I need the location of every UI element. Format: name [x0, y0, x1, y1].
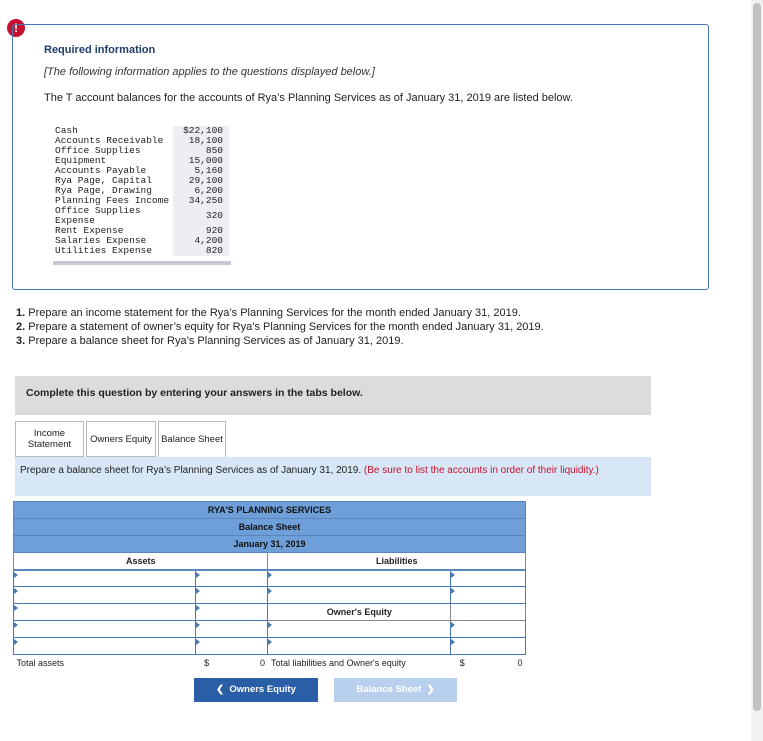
- account-name: Office Supplies: [53, 146, 173, 156]
- account-value: 18,100: [173, 136, 229, 146]
- question-item: 3. Prepare a balance sheet for Rya’s Planning Services as of January 31, 2019.: [16, 335, 404, 347]
- asset-amount-input[interactable]: [195, 621, 268, 638]
- liability-amount-input[interactable]: [451, 570, 526, 587]
- asset-amount-input[interactable]: [195, 638, 268, 655]
- account-value: 34,250: [173, 196, 229, 206]
- account-name: Accounts Receivable: [53, 136, 173, 146]
- account-name: Rent Expense: [53, 226, 173, 236]
- liability-account-input[interactable]: [268, 587, 451, 604]
- total-assets-value: 0: [259, 658, 265, 668]
- account-value: $22,100: [173, 126, 229, 136]
- required-subtitle: [The following information applies to the questions displayed below.]: [44, 66, 375, 78]
- asset-account-input[interactable]: [14, 587, 196, 604]
- account-value: 15,000: [173, 156, 229, 166]
- owners-equity-header: Owner's Equity: [268, 604, 451, 621]
- tab-balance-sheet[interactable]: Balance Sheet: [158, 421, 226, 457]
- prev-tab-button[interactable]: [194, 678, 318, 702]
- total-assets-currency: $: [204, 658, 210, 668]
- required-info-box: [12, 24, 709, 290]
- question-list: [16, 306, 544, 348]
- account-value: 4,200: [173, 236, 229, 246]
- liabilities-header: Liabilities: [268, 553, 526, 570]
- statement-date: January 31, 2019: [14, 536, 526, 553]
- assets-header: Assets: [14, 553, 268, 570]
- account-value: 5,160: [173, 166, 229, 176]
- vertical-scrollbar[interactable]: [751, 0, 763, 741]
- total-liabilities-equity-label: Total liabilities and Owner's equity: [268, 655, 451, 672]
- asset-account-input[interactable]: [14, 621, 196, 638]
- equity-account-input[interactable]: [268, 638, 451, 655]
- account-value: 29,100: [173, 176, 229, 186]
- instruction-text: Prepare a balance sheet for Rya’s Planning Services as of January 31, 2019. (Be sure to list the accounts in order of their liquidity.): [15, 457, 651, 496]
- next-tab-button[interactable]: [334, 678, 457, 702]
- question-item: 1. Prepare an income statement for the Rya’s Planning Services for the month ended January 31, 2019.: [16, 307, 521, 319]
- required-body: The T account balances for the accounts of Rya’s Planning Services as of January 31, 2019 are listed below.: [44, 92, 573, 104]
- account-name: Rya Page, Capital: [53, 176, 173, 186]
- account-name: Accounts Payable: [53, 166, 173, 176]
- account-name: Office Supplies Expense: [53, 206, 173, 226]
- complete-question-banner: Complete this question by entering your answers in the tabs below.: [15, 376, 651, 415]
- account-value: 820: [173, 246, 229, 256]
- liability-account-input[interactable]: [268, 570, 451, 587]
- required-title: Required information: [44, 44, 156, 56]
- account-name: Equipment: [53, 156, 173, 166]
- account-name: Cash: [53, 126, 173, 136]
- account-value: 850: [173, 146, 229, 156]
- equity-amount-input[interactable]: [451, 621, 526, 638]
- equity-amount-input[interactable]: [451, 638, 526, 655]
- next-tab-label: Balance Sheet: [356, 684, 422, 695]
- prev-tab-label: Owners Equity: [229, 684, 296, 695]
- liability-amount-input[interactable]: [451, 587, 526, 604]
- equity-account-input[interactable]: [268, 621, 451, 638]
- account-value: 920: [173, 226, 229, 236]
- total-le-currency: $: [459, 658, 465, 668]
- chevron-right-icon: ❯: [426, 684, 435, 695]
- tab-income-statement[interactable]: Income Statement: [15, 421, 84, 457]
- asset-account-input[interactable]: [14, 570, 196, 587]
- account-name: Salaries Expense: [53, 236, 173, 246]
- table-bottom-rule: [53, 261, 231, 265]
- account-name: Planning Fees Income: [53, 196, 173, 206]
- asset-amount-input[interactable]: [195, 587, 268, 604]
- chevron-left-icon: ❮: [216, 684, 225, 695]
- balance-sheet-table: [13, 501, 526, 672]
- statement-title: Balance Sheet: [14, 519, 526, 536]
- question-item: 2. Prepare a statement of owner’s equity for Rya’s Planning Services for the month ended January 31, 2019.: [16, 321, 544, 333]
- empty-cell: [451, 604, 526, 621]
- asset-account-input[interactable]: [14, 604, 196, 621]
- asset-account-input[interactable]: [14, 638, 196, 655]
- account-name: Utilities Expense: [53, 246, 173, 256]
- total-liabilities-equity-cell: [451, 655, 526, 672]
- asset-amount-input[interactable]: [195, 570, 268, 587]
- total-assets-cell: [195, 655, 268, 672]
- total-le-value: 0: [517, 658, 523, 668]
- account-balances-table: [53, 126, 229, 256]
- account-value: 6,200: [173, 186, 229, 196]
- tab-owners-equity[interactable]: Owners Equity: [86, 421, 156, 457]
- asset-amount-input[interactable]: [195, 604, 268, 621]
- account-name: Rya Page, Drawing: [53, 186, 173, 196]
- total-assets-label: Total assets: [14, 655, 196, 672]
- instruction-note: (Be sure to list the accounts in order of their liquidity.): [363, 465, 599, 476]
- account-value: 320: [173, 206, 229, 226]
- alert-icon: !: [7, 19, 25, 37]
- scrollbar-thumb[interactable]: [753, 3, 761, 711]
- company-name: RYA'S PLANNING SERVICES: [14, 502, 526, 519]
